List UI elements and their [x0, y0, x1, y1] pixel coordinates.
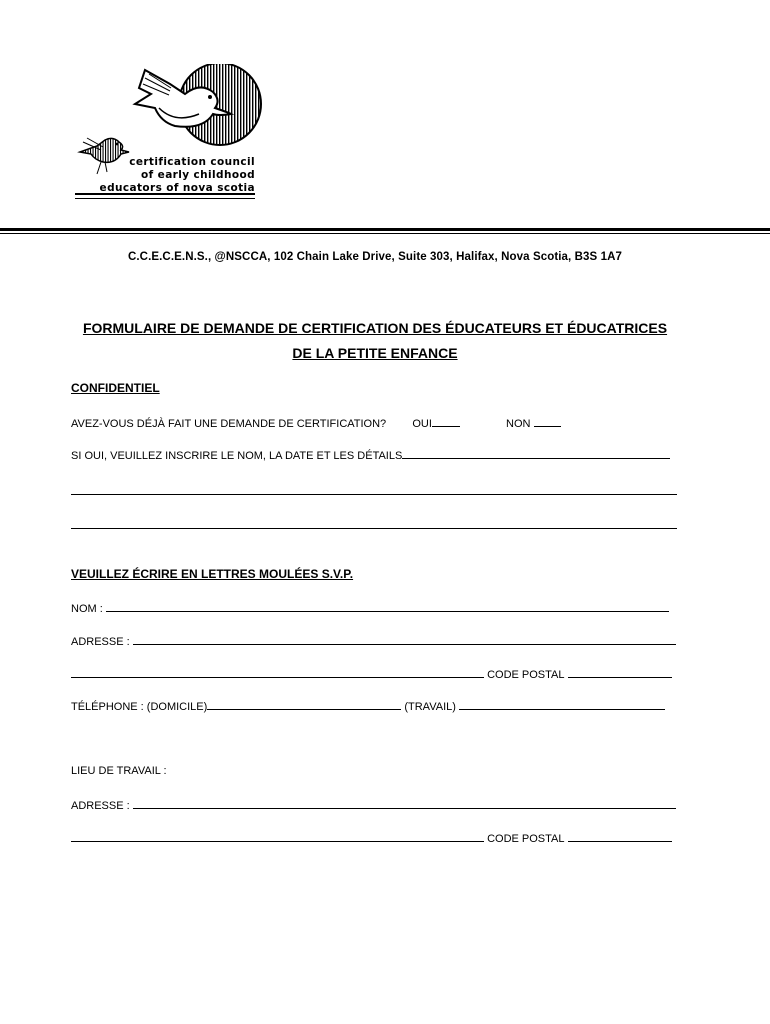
- logo-text-line-2: of early childhood: [141, 169, 255, 181]
- work-postal-code-label: CODE POSTAL: [487, 833, 565, 845]
- question-label: AVEZ-VOUS DÉJÀ FAIT UNE DEMANDE DE CERTIFICATION?: [71, 418, 387, 430]
- work-postal-code-field[interactable]: [568, 831, 672, 842]
- oui-answer-field[interactable]: [432, 416, 460, 427]
- work-address-label: ADRESSE :: [71, 800, 130, 812]
- details-field[interactable]: [402, 448, 670, 459]
- name-label: NOM :: [71, 603, 103, 615]
- details-label: SI OUI, VEUILLEZ INSCRIRE LE NOM, LA DATE ET LES DÉTAILS: [71, 450, 403, 462]
- organization-address: C.C.E.C.E.N.S., @NSCCA, 102 Chain Lake Drive, Suite 303, Halifax, Nova Scotia, B3S 1A7: [127, 251, 623, 263]
- address-label: ADRESSE :: [71, 636, 130, 648]
- address-row: [71, 634, 676, 648]
- work-phone-field[interactable]: [459, 699, 665, 710]
- form-title-line-1: FORMULAIRE DE DEMANDE DE CERTIFICATION DES ÉDUCATEURS ET ÉDUCATRICES: [82, 320, 668, 336]
- details-row: [71, 448, 670, 462]
- address-field[interactable]: [133, 634, 676, 645]
- work-address-line-2-field[interactable]: [71, 831, 484, 842]
- header-rule-thick: [0, 228, 770, 231]
- work-address-field[interactable]: [133, 798, 676, 809]
- address-line-2-field[interactable]: [71, 667, 484, 678]
- home-phone-label: TÉLÉPHONE : (DOMICILE): [71, 701, 208, 713]
- workplace-label: LIEU DE TRAVAIL :: [71, 765, 167, 777]
- confidential-heading: CONFIDENTIEL: [71, 381, 160, 395]
- form-title-line-2: DE LA PETITE ENFANCE: [292, 345, 458, 361]
- council-logo: [75, 64, 265, 204]
- non-answer-field[interactable]: [534, 416, 561, 427]
- name-field[interactable]: [106, 601, 669, 612]
- postal-code-label: CODE POSTAL: [487, 669, 565, 681]
- prior-application-question: [71, 416, 561, 430]
- work-address-line-2-row: [71, 831, 672, 845]
- form-title: [60, 316, 690, 366]
- details-line-3[interactable]: [71, 528, 677, 529]
- header-rule-thin: [0, 233, 770, 234]
- logo-text-line-1: certification council: [129, 156, 255, 168]
- work-address-row: [71, 798, 676, 812]
- details-line-2[interactable]: [71, 494, 677, 495]
- logo-text-line-3: educators of nova scotia: [99, 182, 255, 194]
- oui-label: OUI: [412, 418, 432, 430]
- postal-code-field[interactable]: [568, 667, 672, 678]
- telephone-row: [71, 699, 665, 713]
- address-line-2-row: [71, 667, 672, 681]
- work-phone-label: (TRAVAIL): [404, 701, 456, 713]
- name-row: [71, 601, 669, 615]
- non-label: NON: [506, 418, 531, 430]
- print-instructions-heading: VEUILLEZ ÉCRIRE EN LETTRES MOULÉES S.V.P.: [71, 567, 354, 581]
- home-phone-field[interactable]: [207, 699, 401, 710]
